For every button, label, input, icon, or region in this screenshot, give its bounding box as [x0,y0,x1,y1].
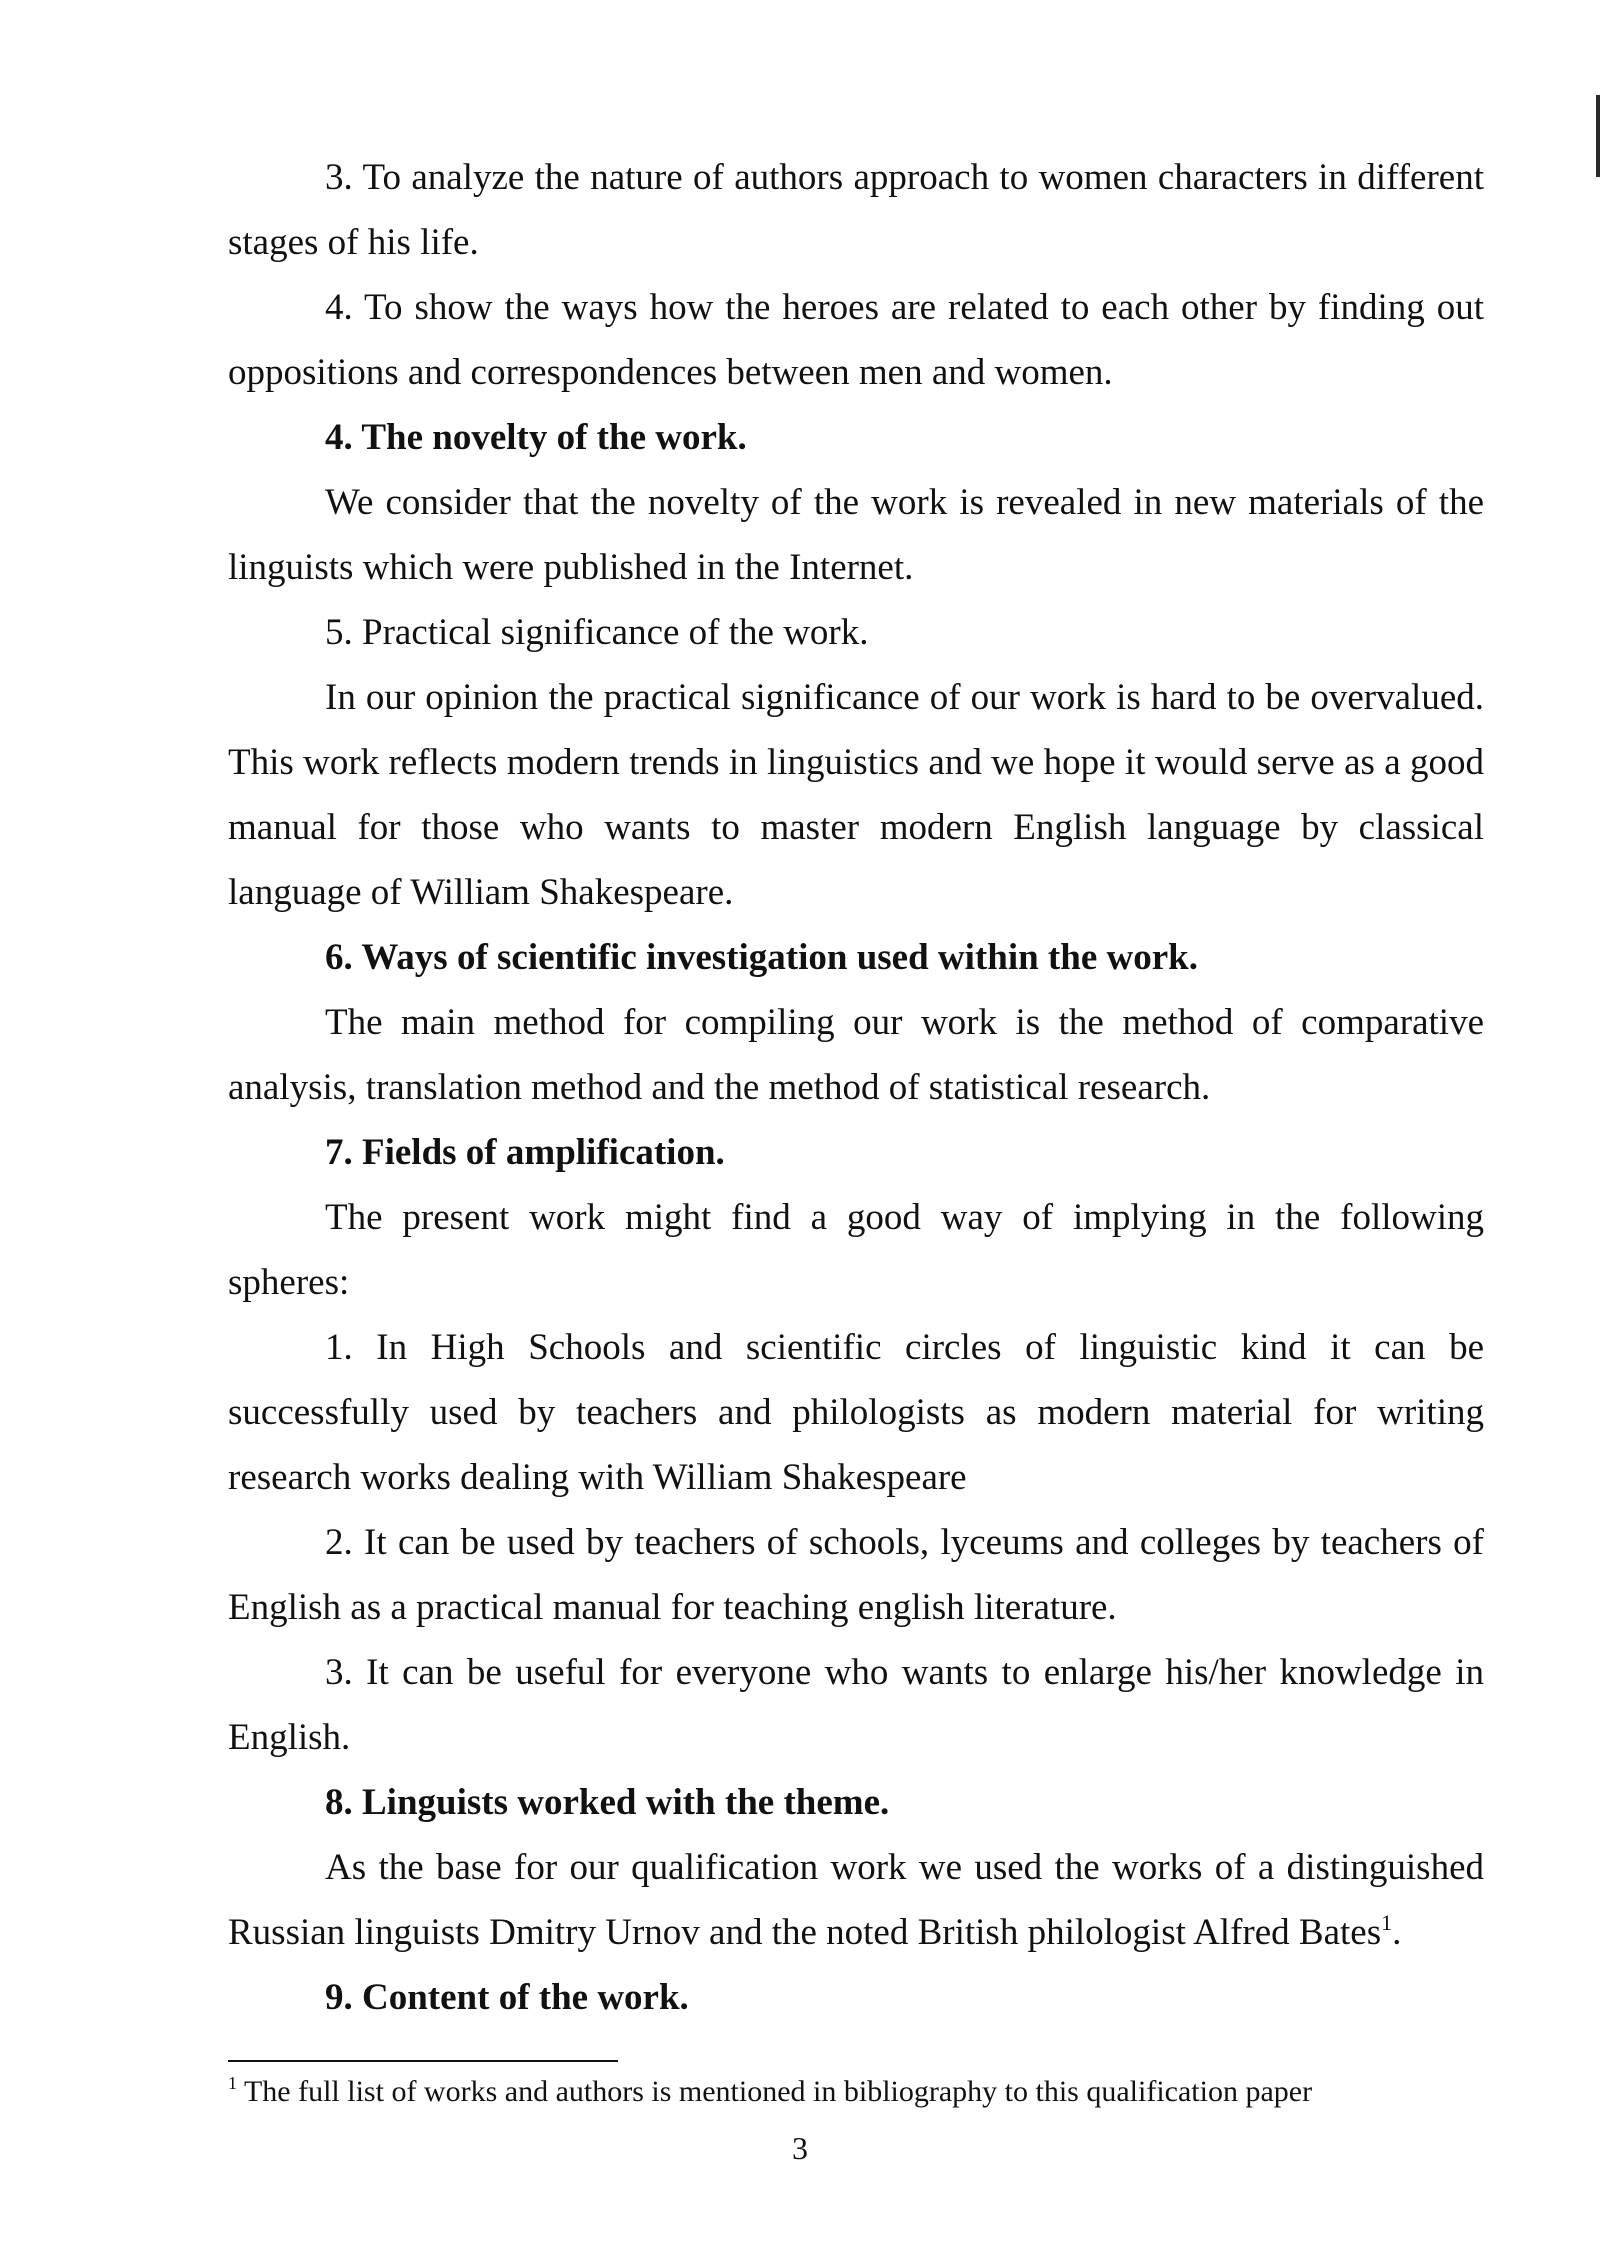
paragraph-linguists-suffix: . [1392,1912,1402,1953]
paragraph-fields-intro: The present work might find a good way of implying in the following spheres: [228,1197,1484,1303]
document-body [228,145,1484,2030]
paragraph-linguists-text: As the base for our qualification work we used the works of a distinguished Russian linguists Dmitry Urnov and the noted British philologist Alfred Bates [228,1847,1484,1953]
heading-fields-of-amplification: 7. Fields of amplification. [325,1132,725,1173]
paragraph-linguists [228,1835,1484,1965]
page-edge-marker [1596,95,1600,177]
paragraph-novelty: We consider that the novelty of the work is revealed in new materials of the linguists which were published in the Internet. [228,482,1484,588]
page-number: 3 [792,2130,808,2166]
footnote [228,2072,1528,2112]
paragraph-practical-title: 5. Practical significance of the work. [325,612,869,653]
paragraph-goal-4: 4. To show the ways how the heroes are related to each other by finding out oppositions and correspondences between men and women. [228,287,1484,393]
paragraph-methods: The main method for compiling our work is the method of comparative analysis, translation method and the method of statistical research. [228,1002,1484,1108]
footnote-text: The full list of works and authors is mentioned in bibliography to this qualification paper [237,2075,1313,2108]
paragraph-goal-3: 3. To analyze the nature of authors approach to women characters in different stages of his life. [228,157,1484,263]
footnote-separator [228,2060,618,2062]
heading-linguists: 8. Linguists worked with the theme. [325,1782,890,1823]
heading-scientific-investigation: 6. Ways of scientific investigation used within the work. [325,937,1198,978]
footnote-reference[interactable]: 1 [1381,1910,1393,1935]
heading-content: 9. Content of the work. [325,1977,689,2018]
paragraph-field-3: 3. It can be useful for everyone who wants to enlarge his/her knowledge in English. [228,1652,1484,1758]
paragraph-field-1: 1. In High Schools and scientific circles of linguistic kind it can be successfully used by teachers and philologists as modern material for writing research works dealing with William Shakespeare [228,1327,1484,1498]
paragraph-field-2: 2. It can be used by teachers of schools, lyceums and colleges by teachers of English as a practical manual for teaching english literature. [228,1522,1484,1628]
footnote-marker: 1 [228,2073,237,2093]
heading-novelty: 4. The novelty of the work. [325,417,747,458]
paragraph-practical-significance: In our opinion the practical significance of our work is hard to be overvalued. This work reflects modern trends in linguistics and we hope it would serve as a good manual for those who wants to master modern English language by classical language of William Shakespeare. [228,677,1484,913]
